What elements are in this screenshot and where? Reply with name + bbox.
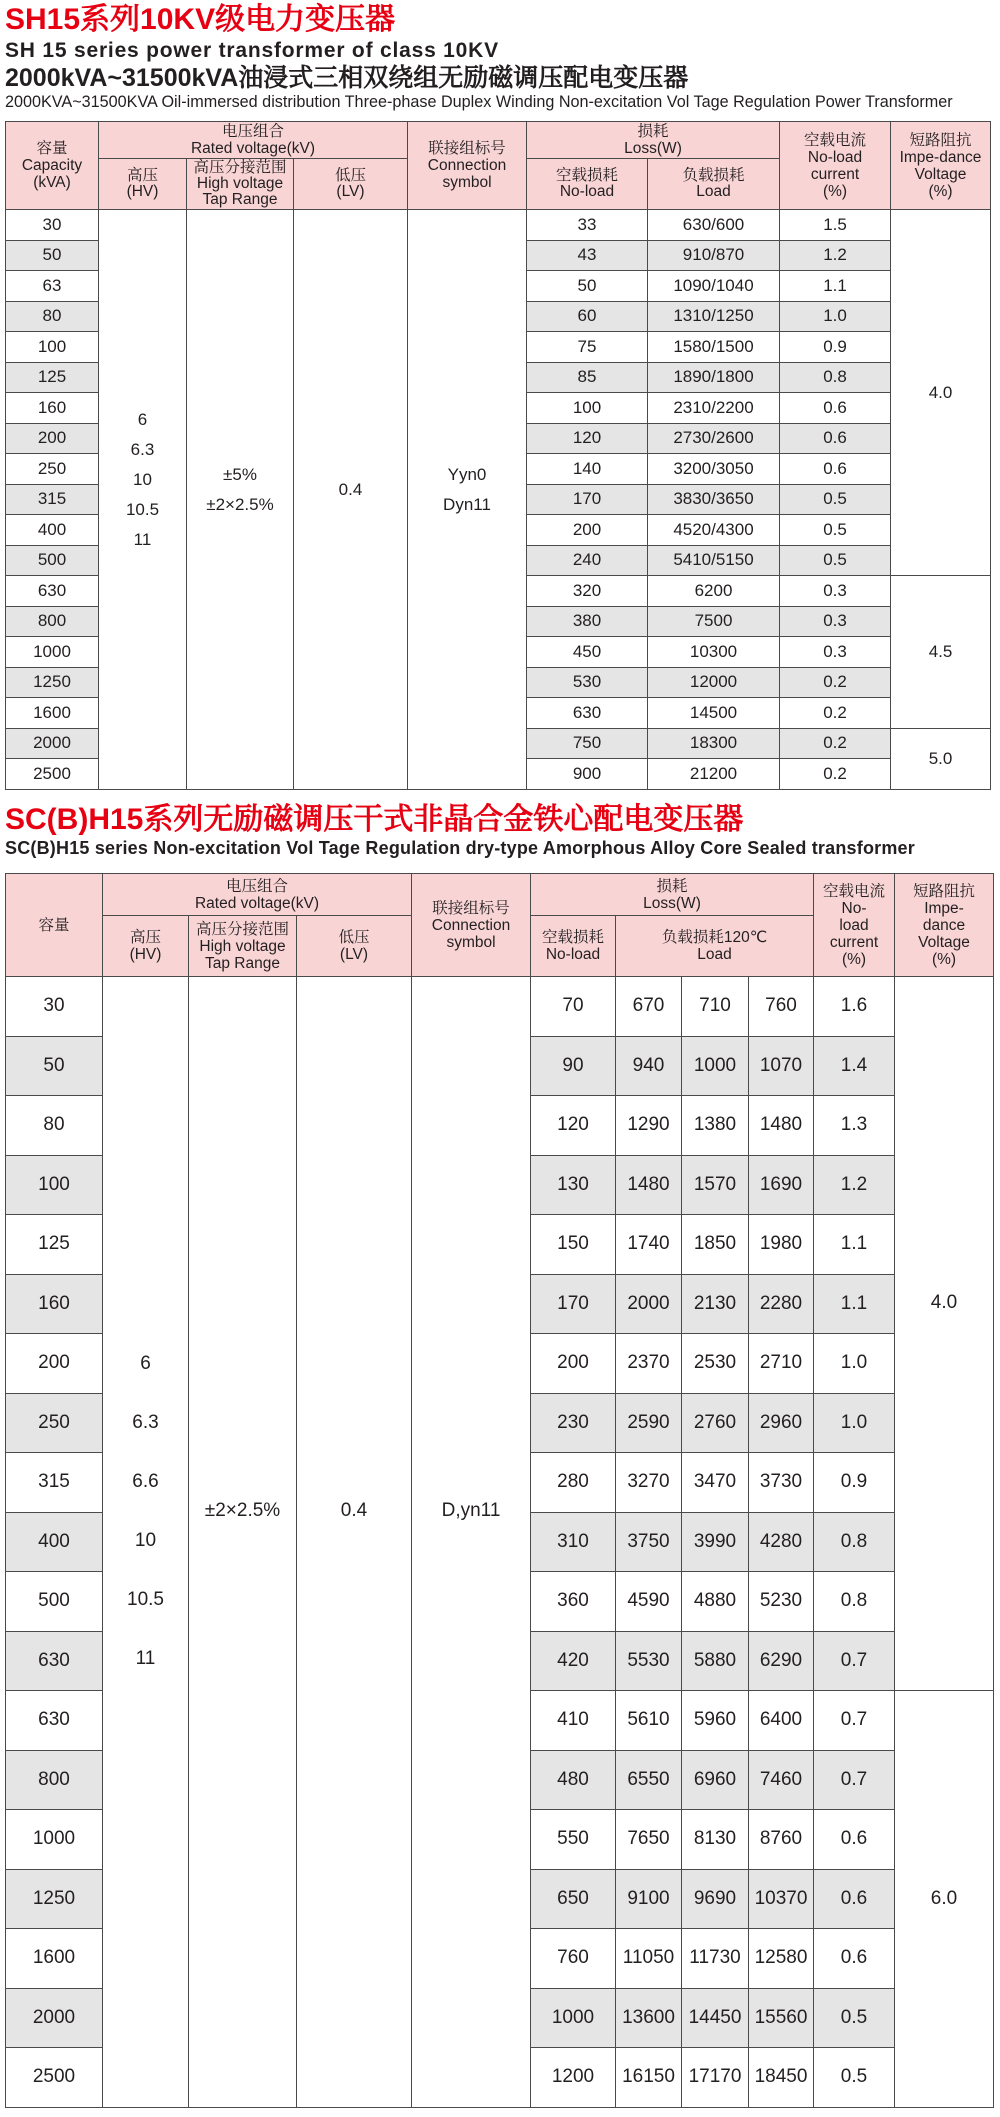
load-loss-cell: 6960: [682, 1750, 749, 1810]
load-loss-cell: 14450: [682, 1988, 749, 2048]
header-no-load-current: 空载电流 No-load current (%): [780, 122, 891, 210]
capacity-cell: 2500: [6, 759, 99, 790]
load-loss-cell: 8760: [749, 1810, 814, 1870]
no-load-loss-cell: 230: [531, 1393, 616, 1453]
capacity-cell: 500: [6, 545, 99, 576]
load-loss-cell: 11050: [616, 1929, 682, 1989]
hv-value: 10: [134, 1529, 157, 1551]
no-load-current-cell: 0.3: [780, 606, 891, 637]
load-loss-cell: 4590: [616, 1572, 682, 1632]
capacity-cell: 160: [6, 1274, 103, 1334]
no-load-loss-cell: 760: [531, 1929, 616, 1989]
no-load-loss-cell: 60: [527, 301, 648, 332]
load-loss-cell: 8130: [682, 1810, 749, 1870]
tap-range-cell: [187, 210, 294, 790]
header-tap-range: 高压分接范围 High voltage Tap Range: [187, 159, 294, 210]
header-connection-symbol: 联接组标号 Connection symbol: [408, 122, 527, 210]
header-lv: 低压 (LV): [294, 159, 408, 210]
no-load-current-cell: 1.1: [814, 1274, 895, 1334]
no-load-current-cell: 0.2: [780, 728, 891, 759]
no-load-current-cell: 0.6: [780, 454, 891, 485]
load-loss-cell: 2000: [616, 1274, 682, 1334]
capacity-cell: 80: [6, 1096, 103, 1156]
header-rated-voltage: 电压组合 Rated voltage(kV): [103, 874, 412, 916]
no-load-current-cell: 0.6: [814, 1929, 895, 1989]
impedance-voltage-cell: 4.0: [895, 977, 994, 1691]
load-loss-cell: 9690: [682, 1869, 749, 1929]
header-impedance-voltage: 短路阻抗 Impe- dance Voltage (%): [895, 874, 994, 977]
no-load-loss-cell: 280: [531, 1453, 616, 1513]
load-loss-cell: 1070: [749, 1036, 814, 1096]
load-loss-cell: 2280: [749, 1274, 814, 1334]
capacity-cell: 100: [6, 1155, 103, 1215]
no-load-current-cell: 1.0: [814, 1334, 895, 1394]
capacity-cell: 630: [6, 1691, 103, 1751]
hv-value: 6: [137, 410, 148, 430]
load-loss-cell: 1480: [616, 1155, 682, 1215]
hv-cell: [103, 977, 189, 2108]
sh15-spec-table: [5, 121, 991, 790]
capacity-cell: 63: [6, 271, 99, 302]
no-load-loss-cell: 170: [527, 484, 648, 515]
lv-cell: 0.4: [294, 210, 408, 790]
no-load-loss-cell: 150: [531, 1215, 616, 1275]
tap-range-value: ±2×2.5%: [206, 495, 274, 515]
no-load-loss-cell: 120: [531, 1096, 616, 1156]
capacity-cell: 200: [6, 1334, 103, 1394]
load-loss-cell: 6550: [616, 1750, 682, 1810]
no-load-loss-cell: 85: [527, 362, 648, 393]
load-loss-cell: 15560: [749, 1988, 814, 2048]
no-load-current-cell: 0.2: [780, 759, 891, 790]
load-loss-cell: 2530: [682, 1334, 749, 1394]
no-load-loss-cell: 43: [527, 240, 648, 271]
capacity-cell: 630: [6, 1631, 103, 1691]
capacity-cell: 200: [6, 423, 99, 454]
header-load-loss: 负载损耗 Load: [648, 159, 780, 210]
sh15-series-title-en: SH 15 series power transformer of class 10KV: [5, 39, 499, 62]
no-load-loss-cell: 310: [531, 1512, 616, 1572]
no-load-loss-cell: 70: [531, 977, 616, 1037]
load-loss-cell: 18450: [749, 2048, 814, 2108]
no-load-current-cell: 1.0: [814, 1393, 895, 1453]
no-load-loss-cell: 550: [531, 1810, 616, 1870]
load-loss-cell: 1740: [616, 1215, 682, 1275]
no-load-loss-cell: 1200: [531, 2048, 616, 2108]
tap-range-value: ±5%: [223, 465, 257, 485]
no-load-loss-cell: 750: [527, 728, 648, 759]
load-loss-cell: 7650: [616, 1810, 682, 1870]
capacity-cell: 250: [6, 454, 99, 485]
load-loss-cell: 3750: [616, 1512, 682, 1572]
table-row: [6, 210, 991, 241]
scbh15-spec-table: [5, 873, 994, 2108]
load-loss-cell: 1000: [682, 1036, 749, 1096]
header-rated-voltage: 电压组合 Rated voltage(kV): [99, 122, 408, 159]
impedance-voltage-cell: 5.0: [891, 728, 991, 789]
no-load-loss-cell: 320: [527, 576, 648, 607]
no-load-loss-cell: 50: [527, 271, 648, 302]
load-loss-cell: 1890/1800: [648, 362, 780, 393]
header-loss: 损耗 Loss(W): [531, 874, 814, 916]
impedance-voltage-cell: 6.0: [895, 1691, 994, 2108]
capacity-cell: 1000: [6, 637, 99, 668]
load-loss-cell: 10370: [749, 1869, 814, 1929]
header-load-loss-120c: 负载损耗120℃ Load: [616, 916, 814, 977]
capacity-cell: 1600: [6, 1929, 103, 1989]
load-loss-cell: 1690: [749, 1155, 814, 1215]
no-load-current-cell: 1.1: [780, 271, 891, 302]
impedance-voltage-cell: 4.5: [891, 576, 991, 729]
load-loss-cell: 12580: [749, 1929, 814, 1989]
load-loss-cell: 1290: [616, 1096, 682, 1156]
capacity-cell: 2000: [6, 1988, 103, 2048]
capacity-cell: 1000: [6, 1810, 103, 1870]
capacity-cell: 500: [6, 1572, 103, 1632]
capacity-cell: 2500: [6, 2048, 103, 2108]
no-load-current-cell: 1.1: [814, 1215, 895, 1275]
lv-cell: 0.4: [297, 977, 412, 2108]
header-tap-range: 高压分接范围 High voltage Tap Range: [189, 916, 297, 977]
no-load-loss-cell: 130: [531, 1155, 616, 1215]
load-loss-cell: 2370: [616, 1334, 682, 1394]
table-row: [6, 977, 994, 1037]
load-loss-cell: 2960: [749, 1393, 814, 1453]
load-loss-cell: 1980: [749, 1215, 814, 1275]
load-loss-cell: 5410/5150: [648, 545, 780, 576]
load-loss-cell: 12000: [648, 667, 780, 698]
capacity-cell: 30: [6, 210, 99, 241]
hv-value: 10: [133, 470, 152, 490]
no-load-current-cell: 1.6: [814, 977, 895, 1037]
tap-range-cell: ±2×2.5%: [189, 977, 297, 2108]
no-load-current-cell: 0.5: [780, 484, 891, 515]
load-loss-cell: 5960: [682, 1691, 749, 1751]
hv-value: 11: [133, 530, 152, 550]
connection-symbol-cell: [408, 210, 527, 790]
load-loss-cell: 6290: [749, 1631, 814, 1691]
load-loss-cell: 940: [616, 1036, 682, 1096]
no-load-loss-cell: 200: [527, 515, 648, 546]
capacity-cell: 1250: [6, 667, 99, 698]
load-loss-cell: 17170: [682, 2048, 749, 2108]
load-loss-cell: 1380: [682, 1096, 749, 1156]
header-connection-symbol: 联接组标号 Connection symbol: [412, 874, 531, 977]
connection-symbol-value: Yyn0: [447, 465, 487, 485]
no-load-loss-cell: 33: [527, 210, 648, 241]
load-loss-cell: 21200: [648, 759, 780, 790]
capacity-cell: 800: [6, 1750, 103, 1810]
no-load-current-cell: 0.5: [814, 2048, 895, 2108]
no-load-loss-cell: 410: [531, 1691, 616, 1751]
no-load-current-cell: 0.7: [814, 1631, 895, 1691]
capacity-cell: 125: [6, 362, 99, 393]
no-load-current-cell: 1.2: [814, 1155, 895, 1215]
load-loss-cell: 5530: [616, 1631, 682, 1691]
no-load-loss-cell: 170: [531, 1274, 616, 1334]
no-load-current-cell: 0.8: [814, 1512, 895, 1572]
load-loss-cell: 3470: [682, 1453, 749, 1513]
connection-symbol-value: Dyn11: [443, 495, 491, 515]
no-load-current-cell: 0.6: [814, 1810, 895, 1870]
load-loss-cell: 5880: [682, 1631, 749, 1691]
load-loss-cell: 4520/4300: [648, 515, 780, 546]
capacity-cell: 250: [6, 1393, 103, 1453]
no-load-current-cell: 0.5: [814, 1988, 895, 2048]
no-load-current-cell: 0.2: [780, 698, 891, 729]
capacity-cell: 125: [6, 1215, 103, 1275]
load-loss-cell: 1310/1250: [648, 301, 780, 332]
capacity-cell: 160: [6, 393, 99, 424]
header-no-load-loss: 空载损耗 No-load: [531, 916, 616, 977]
hv-value: 6.3: [130, 440, 155, 460]
header-hv: 高压 (HV): [99, 159, 187, 210]
sh15-table-body: [6, 210, 991, 790]
capacity-cell: 30: [6, 977, 103, 1037]
load-loss-cell: 4880: [682, 1572, 749, 1632]
load-loss-cell: 7500: [648, 606, 780, 637]
hv-value: 10.5: [127, 1588, 164, 1610]
header-no-load-loss: 空载损耗 No-load: [527, 159, 648, 210]
header-lv: 低压 (LV): [297, 916, 412, 977]
no-load-current-cell: 1.0: [780, 301, 891, 332]
capacity-cell: 2000: [6, 728, 99, 759]
no-load-current-cell: 0.9: [814, 1453, 895, 1513]
hv-value: 6.3: [132, 1411, 159, 1433]
load-loss-cell: 2590: [616, 1393, 682, 1453]
load-loss-cell: 910/870: [648, 240, 780, 271]
header-capacity: 容量 Capacity (kVA): [6, 122, 99, 210]
scbh15-table-body: [6, 977, 994, 2108]
no-load-current-cell: 0.3: [780, 576, 891, 607]
no-load-loss-cell: 75: [527, 332, 648, 363]
load-loss-cell: 1480: [749, 1096, 814, 1156]
load-loss-cell: 630/600: [648, 210, 780, 241]
load-loss-cell: 3200/3050: [648, 454, 780, 485]
header-no-load-current: 空载电流 No- load current (%): [814, 874, 895, 977]
load-loss-cell: 670: [616, 977, 682, 1037]
load-loss-cell: 10300: [648, 637, 780, 668]
capacity-cell: 400: [6, 1512, 103, 1572]
no-load-current-cell: 1.3: [814, 1096, 895, 1156]
no-load-current-cell: 0.6: [780, 423, 891, 454]
load-loss-cell: 1090/1040: [648, 271, 780, 302]
load-loss-cell: 710: [682, 977, 749, 1037]
no-load-loss-cell: 900: [527, 759, 648, 790]
no-load-loss-cell: 530: [527, 667, 648, 698]
load-loss-cell: 6400: [749, 1691, 814, 1751]
no-load-loss-cell: 1000: [531, 1988, 616, 2048]
load-loss-cell: 3730: [749, 1453, 814, 1513]
no-load-current-cell: 0.5: [780, 515, 891, 546]
scbh15-series-title: SC(B)H15系列无励磁调压干式非晶合金铁心配电变压器: [5, 803, 744, 836]
load-loss-cell: 760: [749, 977, 814, 1037]
no-load-current-cell: 0.5: [780, 545, 891, 576]
load-loss-cell: 9100: [616, 1869, 682, 1929]
no-load-current-cell: 1.2: [780, 240, 891, 271]
no-load-current-cell: 0.8: [780, 362, 891, 393]
load-loss-cell: 1850: [682, 1215, 749, 1275]
load-loss-cell: 5230: [749, 1572, 814, 1632]
no-load-loss-cell: 650: [531, 1869, 616, 1929]
capacity-cell: 1250: [6, 1869, 103, 1929]
no-load-loss-cell: 200: [531, 1334, 616, 1394]
hv-value: 10.5: [125, 500, 160, 520]
no-load-current-cell: 0.9: [780, 332, 891, 363]
load-loss-cell: 2760: [682, 1393, 749, 1453]
impedance-voltage-cell: 4.0: [891, 210, 991, 576]
capacity-cell: 80: [6, 301, 99, 332]
hv-value: 6.6: [132, 1470, 159, 1492]
load-loss-cell: 16150: [616, 2048, 682, 2108]
capacity-cell: 315: [6, 484, 99, 515]
oil-immersed-range-title: 2000kVA~31500kVA油浸式三相双绕组无励磁调压配电变压器: [5, 64, 689, 92]
load-loss-cell: 2310/2200: [648, 393, 780, 424]
no-load-current-cell: 0.3: [780, 637, 891, 668]
no-load-current-cell: 0.7: [814, 1691, 895, 1751]
load-loss-cell: 13600: [616, 1988, 682, 2048]
hv-value: 11: [135, 1647, 156, 1669]
no-load-loss-cell: 100: [527, 393, 648, 424]
load-loss-cell: 1580/1500: [648, 332, 780, 363]
load-loss-cell: 18300: [648, 728, 780, 759]
load-loss-cell: 11730: [682, 1929, 749, 1989]
oil-immersed-range-title-en: 2000KVA~31500KVA Oil-immersed distribution Three-phase Duplex Winding Non-excitation Vol Tage Regulation Power Transformer: [5, 93, 953, 111]
no-load-current-cell: 1.5: [780, 210, 891, 241]
load-loss-cell: 6200: [648, 576, 780, 607]
header-impedance-voltage: 短路阻抗 Impe-dance Voltage (%): [891, 122, 991, 210]
load-loss-cell: 2710: [749, 1334, 814, 1394]
no-load-loss-cell: 380: [527, 606, 648, 637]
header-capacity: 容量: [6, 874, 103, 977]
capacity-cell: 800: [6, 606, 99, 637]
header-hv: 高压 (HV): [103, 916, 189, 977]
no-load-current-cell: 0.7: [814, 1750, 895, 1810]
capacity-cell: 50: [6, 1036, 103, 1096]
scbh15-series-title-en: SC(B)H15 series Non-excitation Vol Tage Regulation dry-type Amorphous AIloy Core Sealed transformer: [5, 838, 915, 858]
load-loss-cell: 3270: [616, 1453, 682, 1513]
header-loss: 损耗 Loss(W): [527, 122, 780, 159]
no-load-current-cell: 1.4: [814, 1036, 895, 1096]
hv-cell: [99, 210, 187, 790]
capacity-cell: 100: [6, 332, 99, 363]
no-load-loss-cell: 360: [531, 1572, 616, 1632]
load-loss-cell: 5610: [616, 1691, 682, 1751]
capacity-cell: 1600: [6, 698, 99, 729]
no-load-current-cell: 0.2: [780, 667, 891, 698]
hv-value: 6: [140, 1352, 151, 1374]
no-load-current-cell: 0.8: [814, 1572, 895, 1632]
load-loss-cell: 4280: [749, 1512, 814, 1572]
load-loss-cell: 1570: [682, 1155, 749, 1215]
no-load-loss-cell: 90: [531, 1036, 616, 1096]
no-load-loss-cell: 480: [531, 1750, 616, 1810]
no-load-loss-cell: 140: [527, 454, 648, 485]
connection-symbol-cell: D,yn11: [412, 977, 531, 2108]
no-load-loss-cell: 420: [531, 1631, 616, 1691]
load-loss-cell: 3990: [682, 1512, 749, 1572]
load-loss-cell: 7460: [749, 1750, 814, 1810]
load-loss-cell: 14500: [648, 698, 780, 729]
no-load-loss-cell: 630: [527, 698, 648, 729]
no-load-current-cell: 0.6: [814, 1869, 895, 1929]
capacity-cell: 315: [6, 1453, 103, 1513]
sh15-series-title: SH15系列10KV级电力变压器: [5, 3, 396, 36]
no-load-loss-cell: 240: [527, 545, 648, 576]
capacity-cell: 50: [6, 240, 99, 271]
capacity-cell: 630: [6, 576, 99, 607]
no-load-current-cell: 0.6: [780, 393, 891, 424]
load-loss-cell: 2730/2600: [648, 423, 780, 454]
no-load-loss-cell: 450: [527, 637, 648, 668]
no-load-loss-cell: 120: [527, 423, 648, 454]
load-loss-cell: 2130: [682, 1274, 749, 1334]
capacity-cell: 400: [6, 515, 99, 546]
load-loss-cell: 3830/3650: [648, 484, 780, 515]
